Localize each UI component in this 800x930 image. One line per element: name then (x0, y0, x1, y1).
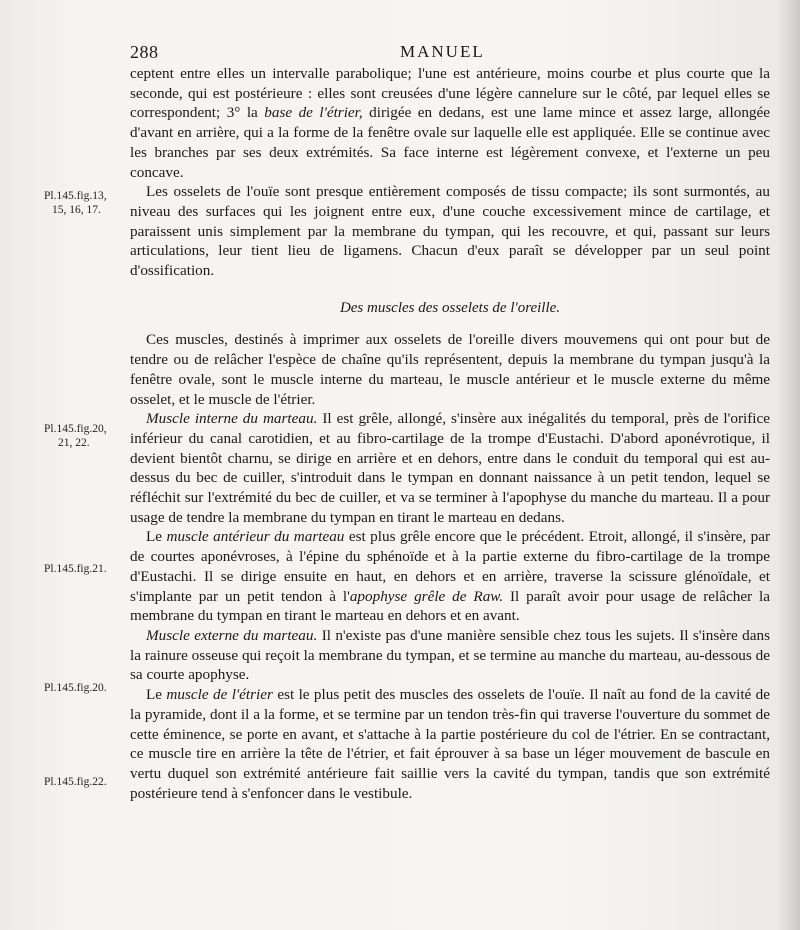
margin-note-line: 21, 22. (58, 437, 90, 449)
section-heading: Des muscles des osselets de l'oreille. (339, 299, 561, 316)
paragraph-stirrup-base: ceptent entre elles un intervalle parabolique; l'une est antérieure, moins courbe et plus courte que la seconde, qui est postérieure : elles sont creusées d'une légère cannelure sur le côté, par lequel elles se correspondent; 3° la base de l'étrier, dirigée en dedans, est une lame mince et assez large, allongée d'avant en arrière, qui a la forme de la fenêtre ovale sur laquelle elle est appliquée. Elle se continue avec les branches par ses deux extrémités. Sa face interne est légèrement convexe, et l'externe un peu concave. (130, 65, 771, 181)
page-number: 288 (130, 42, 159, 62)
paragraph-muscles-intro: Ces muscles, destinés à imprimer aux osselets de l'oreille divers mouvemens qui ont pour but de tendre ou de relâcher l'espèce de chaîne qu'ils représentent, depuis la membrane du tympan jusqu'à la fenêtre ovale, sont le muscle interne du marteau, le muscle antérieur et le muscle externe du même osselet, et le muscle de l'étrier. (130, 331, 770, 408)
paragraph-ossicles-composition: Les osselets de l'ouïe sont presque entièrement composés de tissu compacte; ils sont surmontés, au niveau des surfaces qui les joignent entre eux, d'une couche excessivement mince de cartilage, et paraissent unis simplement par la membrane du tympan, qui les recouvre, et qui, passant sur leurs articulations, leur tient lieu de ligamens. Chacun d'eux paraît se développer par un seul point d'ossification. (130, 183, 770, 280)
italic-term: Muscle externe du marteau. (146, 626, 318, 644)
margin-note-plate (44, 422, 107, 450)
margin-note-plate (44, 775, 107, 789)
margin-note-plate (44, 189, 107, 217)
margin-note-plate (44, 562, 107, 576)
paragraph-stapedius-muscle: Le muscle de l'étrier est le plus petit des muscles des osselets de l'ouïe. Il naît au fond de la cavité de la pyramide, dont il a la forme, et se termine par un tendon très-fin qui traverse l'ouverture du sommet de cette éminence, se porte en avant, et s'attache à la partie postérieure du col de l'étrier. En se contractant, ce muscle tire en arrière la tête de l'étrier, et fait éprouver à sa base un léger mouvement de bascule en vertu duquel son extrémité antérieure fait saillie vers la cavité du tympan, tandis que son extrémité postérieure tend à s'enfoncer dans le vestibule. (130, 686, 771, 802)
italic-term: muscle de l'étrier (166, 686, 273, 704)
italic-term: muscle antérieur du marteau (166, 528, 345, 546)
italic-term: Muscle interne du marteau. (146, 410, 318, 428)
italic-term: apophyse grêle de Raw. (349, 587, 504, 605)
italic-term: base de l'étrier, (264, 104, 363, 122)
running-title: MANUEL (400, 42, 485, 61)
margin-note-line: 15, 16, 17. (52, 204, 101, 216)
margin-note-line: Pl.145.fig.20. (44, 682, 107, 694)
paragraph-external-muscle: Muscle externe du marteau. Il n'existe pas d'une manière sensible chez tous les sujets. Il s'insère dans la rainure osseuse qui reçoit la membrane du tympan, et se termine au manche du marteau, au-dessous de sa courte apophyse. (130, 626, 771, 684)
margin-note-line: Pl.145.fig.13, (44, 190, 107, 202)
margin-note-line: Pl.145.fig.22. (44, 776, 107, 788)
margin-note-plate (44, 681, 107, 695)
margin-note-line: Pl.145.fig.21. (44, 563, 107, 575)
body-text (130, 64, 770, 803)
margin-note-line: Pl.145.fig.20, (44, 423, 107, 435)
paragraph-internal-muscle: Muscle interne du marteau. Il est grêle, allongé, s'insère aux inégalités du temporal, près de l'orifice inférieur du canal carotidien, et au fibro-cartilage de la trompe d'Eustachi. D'abord aponévrotique, il devient bientôt charnu, se dirige en arrière et en dehors, entre dans le conduit du temporal qui est au-dessus du bec de cuiller, s'introduit dans le tympan en donnant naissance à un petit tendon, lequel se réfléchit sur l'extrémité du bec de cuiller, et va se terminer à l'apophyse du manche du marteau. Il a pour usage de tendre la membrane du tympan en tirant le marteau en dedans. (130, 410, 771, 526)
paragraph-anterior-muscle: Le muscle antérieur du marteau est plus grêle encore que le précédent. Etroit, allongé, il s'insère, par de courtes aponévroses, à l'épine du sphénoïde et à la partie externe du fibro-cartilage de la trompe d'Eustachi. Il se dirige ensuite en haut, en dehors et en arrière, traverse la scissure glénoïdale, et s'implante par un petit tendon à l'apophyse grêle de Raw. Il paraît avoir pour usage de relâcher la membrane du tympan en tirant le marteau en dehors et en avant. (130, 528, 771, 625)
